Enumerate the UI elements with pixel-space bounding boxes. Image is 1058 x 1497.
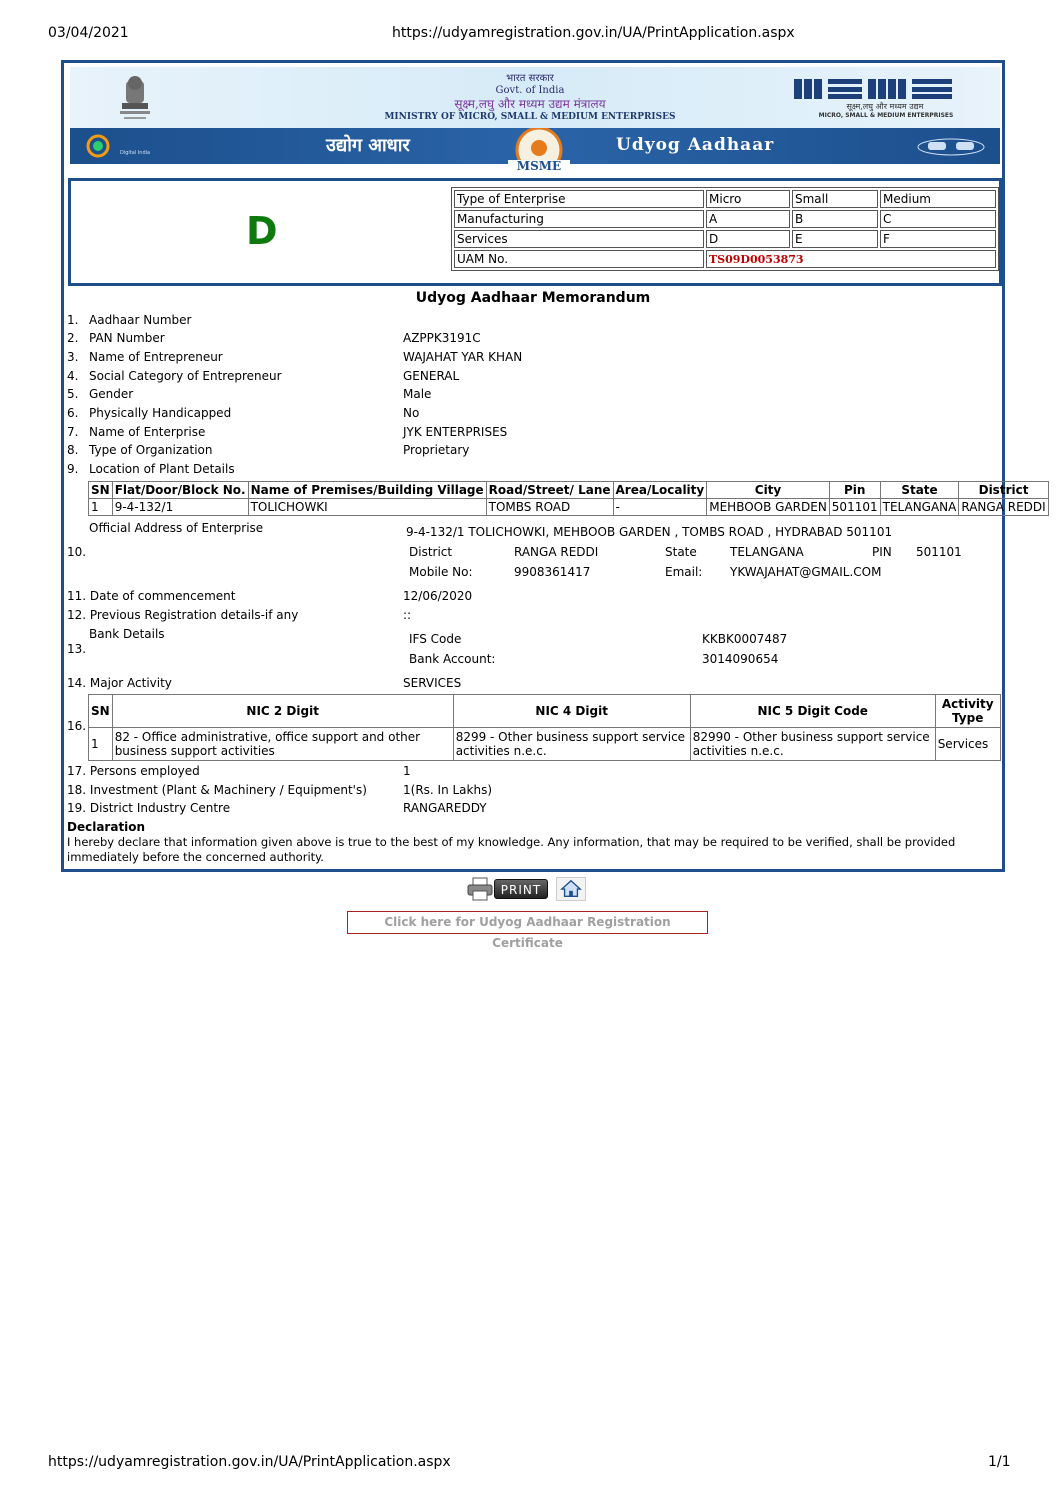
plant-cell: TOLICHOWKI <box>248 499 486 516</box>
commencement-label: 11. Date of commencement <box>67 589 236 603</box>
plant-header: Pin <box>829 482 880 499</box>
field-label: PAN Number <box>89 331 165 345</box>
field-value: AZPPK3191C <box>403 331 481 345</box>
enterprise-category-letter: D <box>246 209 278 253</box>
plant-cell: - <box>613 499 707 516</box>
district-label: District <box>409 545 453 559</box>
dic-label: 19. District Industry Centre <box>67 801 231 815</box>
plant-cell: TELANGANA <box>880 499 959 516</box>
type-cell: B <box>792 210 878 228</box>
previous-registration-value: :: <box>403 608 412 622</box>
email-label: Email: <box>665 565 703 579</box>
plant-header: SN <box>89 482 113 499</box>
type-cell: Type of Enterprise <box>454 190 704 208</box>
investment-value: 1(Rs. In Lakhs) <box>403 783 493 797</box>
plant-cell: 9-4-132/1 <box>112 499 248 516</box>
field-label: Physically Handicapped <box>89 406 232 420</box>
page-number: 1/1 <box>988 1454 1011 1470</box>
type-cell: C <box>880 210 996 228</box>
gov-eng: Govt. of India <box>495 85 565 96</box>
previous-registration-label: 12. Previous Registration details-if any <box>67 608 299 622</box>
enterprise-type-box <box>68 178 1002 286</box>
plant-header: State <box>880 482 959 499</box>
plant-cell: TOMBS ROAD <box>486 499 613 516</box>
plant-header: Name of Premises/Building Village <box>248 482 486 499</box>
field-label: Social Category of Entrepreneur <box>89 369 282 383</box>
print-button[interactable]: PRINT <box>494 879 548 899</box>
nic-header: NIC 5 Digit Code <box>690 695 935 728</box>
plant-cell: 1 <box>89 499 113 516</box>
type-cell: Services <box>454 230 704 248</box>
nic-table <box>88 694 1001 761</box>
udyog-aadhaar-banner <box>70 128 1000 173</box>
commencement-value: 12/06/2020 <box>403 589 473 603</box>
field-label: Location of Plant Details <box>89 462 235 476</box>
udyog-aadhaar-hindi: उद्योग आधार <box>326 135 410 156</box>
declaration-title: Declaration <box>67 820 146 834</box>
field-num: 1. <box>67 313 79 327</box>
plant-cell: 501101 <box>829 499 880 516</box>
field-label: Aadhaar Number <box>89 313 192 327</box>
type-cell: Medium <box>880 190 996 208</box>
field-value: JYK ENTERPRISES <box>403 425 508 439</box>
enterprise-type-table <box>451 187 999 271</box>
table-row <box>89 728 1001 761</box>
nic-header: NIC 4 Digit <box>453 695 690 728</box>
ifs-label: IFS Code <box>409 632 462 646</box>
plant-header: City <box>707 482 830 499</box>
udyog-aadhaar-eng: Udyog Aadhaar <box>616 135 775 155</box>
home-icon <box>557 878 585 900</box>
nic-header: Activity Type <box>935 695 1000 728</box>
ifs-value: KKBK0007487 <box>702 632 788 646</box>
nic-cell: 1 <box>89 728 113 761</box>
nic-cell: Services <box>935 728 1000 761</box>
print-date: 03/04/2021 <box>48 25 129 41</box>
type-cell: F <box>880 230 996 248</box>
field-label: Name of Enterprise <box>89 425 206 439</box>
gov-hindi: भारत सरकार <box>506 73 554 84</box>
persons-employed-value: 1 <box>403 764 411 778</box>
field-label: Name of Entrepreneur <box>89 350 223 364</box>
pin-label: PIN <box>872 545 892 559</box>
field-num: 2. <box>67 331 79 345</box>
type-row-services <box>454 230 996 248</box>
field-num: 13. <box>67 642 87 656</box>
nic-header: SN <box>89 695 113 728</box>
table-row <box>89 499 1049 516</box>
field-label: Gender <box>89 387 134 401</box>
udyog-aadhaar-logo <box>486 128 592 176</box>
field-num: 9. <box>67 462 79 476</box>
field-num: 7. <box>67 425 79 439</box>
digital-india-text: Digital India <box>120 150 151 156</box>
state-label: State <box>665 545 697 559</box>
memorandum-title: Udyog Aadhaar Memorandum <box>415 290 651 306</box>
field-value: GENERAL <box>403 369 460 383</box>
memorandum-frame <box>61 60 1046 872</box>
field-num: 4. <box>67 369 79 383</box>
type-row-manufacturing <box>454 210 996 228</box>
email-value: YKWAJAHAT@GMAIL.COM <box>730 565 882 579</box>
type-cell: Manufacturing <box>454 210 704 228</box>
type-row-uam <box>454 250 996 268</box>
major-activity-label: 14. Major Activity <box>67 676 172 690</box>
account-label: Bank Account: <box>409 652 496 666</box>
type-cell: A <box>706 210 790 228</box>
nic-header: NIC 2 Digit <box>112 695 453 728</box>
plant-cell: MEHBOOB GARDEN <box>707 499 830 516</box>
printer-icon[interactable] <box>467 877 493 901</box>
home-button[interactable] <box>556 877 586 901</box>
investment-label: 18. Investment (Plant & Machinery / Equipment's) <box>67 783 367 797</box>
plant-cell: RANGA REDDI <box>959 499 1048 516</box>
type-cell: Small <box>792 190 878 208</box>
print-url-footer: https://udyamregistration.gov.in/UA/PrintApplication.aspx <box>48 1454 451 1470</box>
type-cell: D <box>706 230 790 248</box>
official-address: 9-4-132/1 TOLICHOWKI, MEHBOOB GARDEN , TOMBS ROAD , HYDRABAD 501101 <box>406 525 893 539</box>
declaration-text: I hereby declare that information given above is true to the best of my knowledge. Any information, that may be required to be verified, shall be provided immediately before the concerned authority. <box>67 835 956 864</box>
ministry-hindi: सूक्ष्म,लघु और मध्यम उद्यम मंत्रालय <box>454 97 606 111</box>
plant-header: Road/Street/ Lane <box>486 482 613 499</box>
account-value: 3014090654 <box>702 652 779 666</box>
dic-value: RANGAREDDY <box>403 801 487 815</box>
right-badge-icon <box>916 137 986 157</box>
pin-value: 501101 <box>916 545 962 559</box>
plant-header: Area/Locality <box>613 482 707 499</box>
type-cell: Micro <box>706 190 790 208</box>
uam-label: UAM No. <box>454 250 704 268</box>
msme-sub-hindi: सूक्ष्म,लघु और मध्यम उद्यम <box>846 102 924 111</box>
msme-logo-text: MSME <box>516 159 562 173</box>
field-value: Proprietary <box>403 443 470 457</box>
field-value: No <box>403 406 420 420</box>
field-num: 3. <box>67 350 79 364</box>
msme-logo-icon <box>794 77 964 101</box>
major-activity-value: SERVICES <box>403 676 462 690</box>
national-emblem-icon <box>114 73 156 123</box>
nic-cell: 8299 - Other business support service activities n.e.c. <box>453 728 690 761</box>
field-value: Male <box>403 387 432 401</box>
district-value: RANGA REDDI <box>514 545 599 559</box>
field-label: Type of Organization <box>89 443 213 457</box>
ministry-text <box>300 73 760 123</box>
ministry-banner <box>70 67 1000 128</box>
mobile-label: Mobile No: <box>409 565 473 579</box>
type-row-header <box>454 190 996 208</box>
certificate-link[interactable]: Click here for Udyog Aadhaar Registration Certificate <box>347 911 708 934</box>
field-num: 6. <box>67 406 79 420</box>
plant-header: Flat/Door/Block No. <box>112 482 248 499</box>
field-num: 5. <box>67 387 79 401</box>
official-address-label: Official Address of Enterprise <box>89 521 264 535</box>
plant-header: District <box>959 482 1048 499</box>
field-num: 8. <box>67 443 79 457</box>
field-num: 16. <box>67 719 87 733</box>
nic-cell: 82990 - Other business support service activities n.e.c. <box>690 728 935 761</box>
state-value: TELANGANA <box>730 545 804 559</box>
nic-header-row <box>89 695 1001 728</box>
print-url-header: https://udyamregistration.gov.in/UA/PrintApplication.aspx <box>392 25 795 41</box>
plant-location-table <box>88 481 1049 516</box>
persons-employed-label: 17. Persons employed <box>67 764 200 778</box>
field-value: WAJAHAT YAR KHAN <box>403 350 523 364</box>
field-num: 10. <box>67 545 87 559</box>
bank-details-label: Bank Details <box>89 627 165 641</box>
ministry-eng: MINISTRY OF MICRO, SMALL & MEDIUM ENTERPRISES <box>384 112 676 122</box>
uam-number: TS09D0053873 <box>706 250 996 268</box>
mobile-value: 9908361417 <box>514 565 591 579</box>
msme-sub-eng: MICRO, SMALL & MEDIUM ENTERPRISES <box>818 112 954 119</box>
nic-cell: 82 - Office administrative, office support and other business support activities <box>112 728 453 761</box>
type-cell: E <box>792 230 878 248</box>
plant-header-row <box>89 482 1049 499</box>
